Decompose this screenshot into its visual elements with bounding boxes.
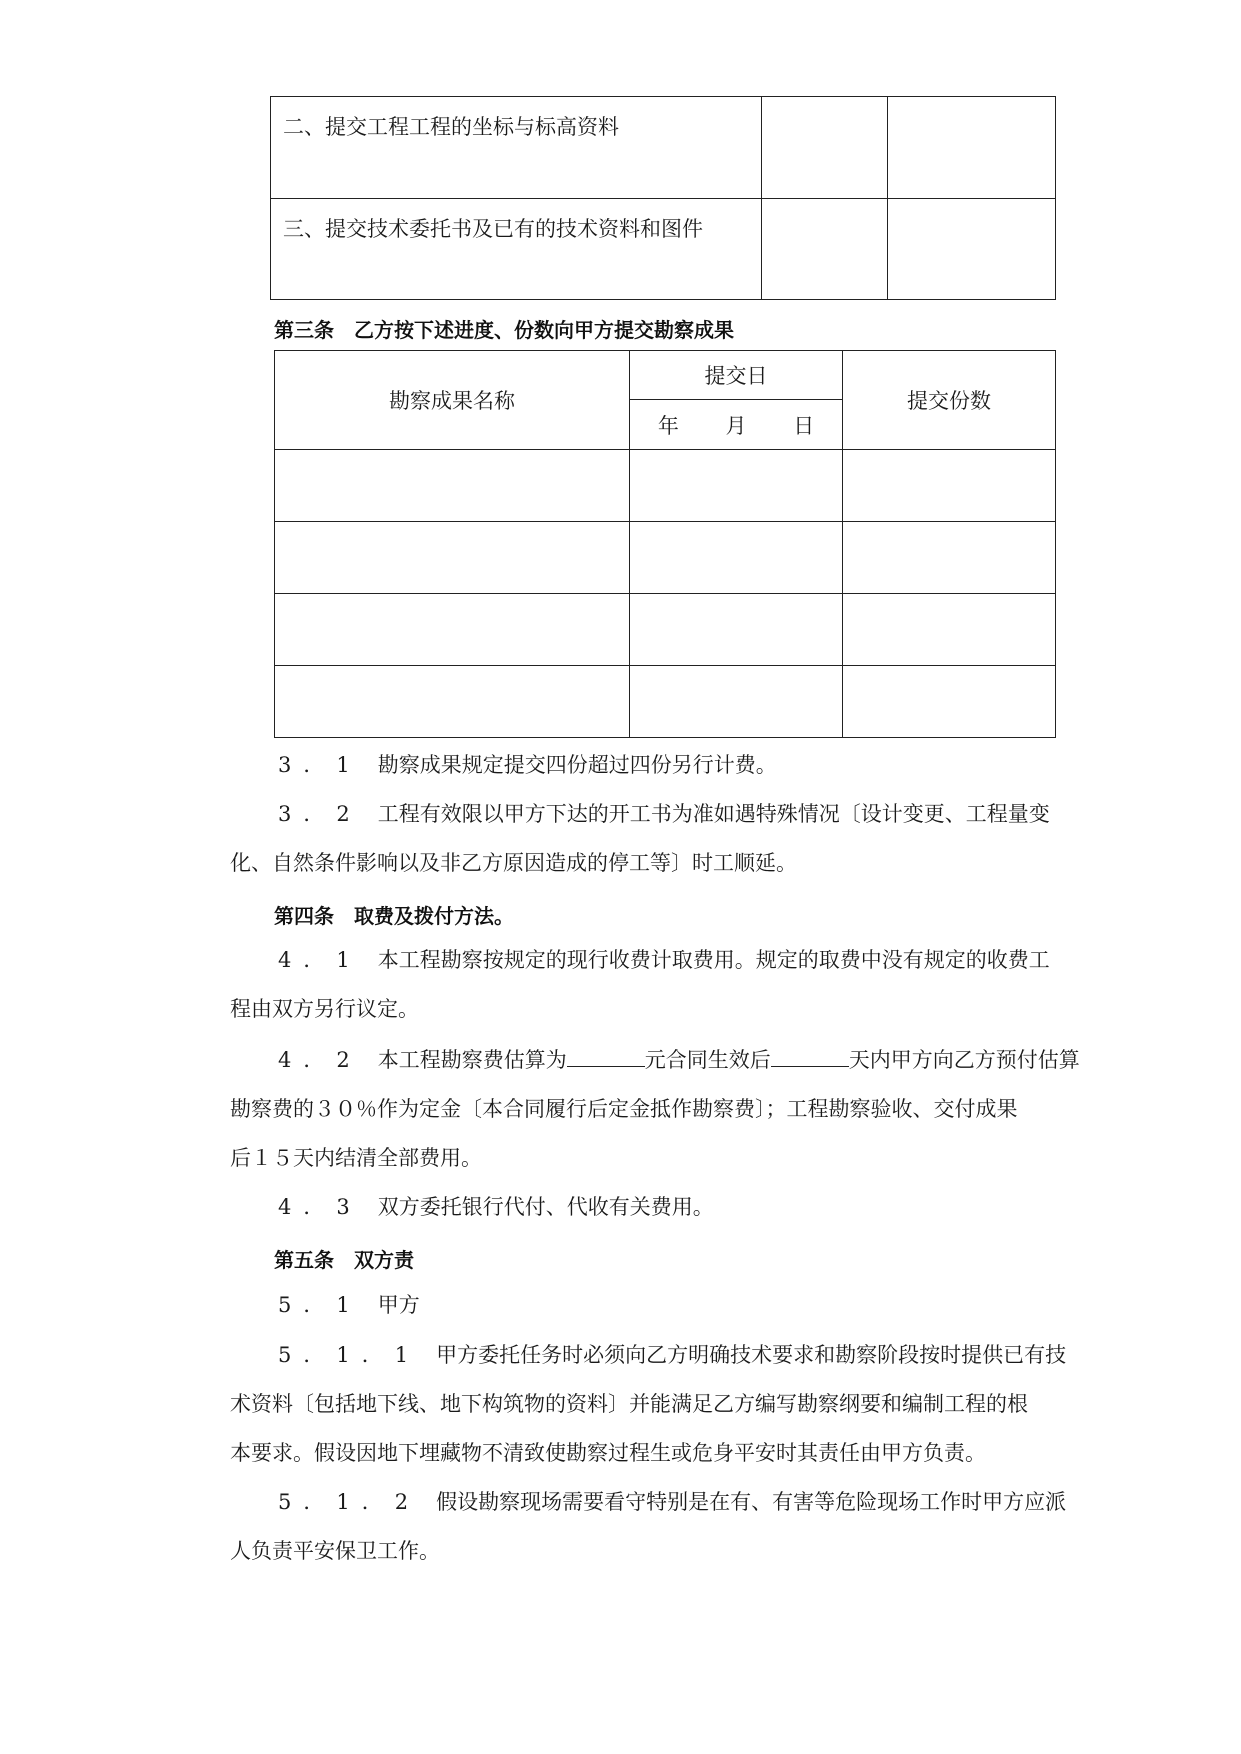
clause-number: 4．3 — [278, 1195, 362, 1219]
clause-4-2-line3: 后１５天内结清全部费用。 — [230, 1146, 482, 1170]
table-row — [271, 97, 1056, 199]
clause-number: 5．1．2 — [278, 1490, 421, 1514]
table-row — [275, 666, 1056, 738]
table-cell-item: 二、提交工程工程的坐标与标高资料 — [271, 97, 762, 199]
clause-text-b: 元合同生效后 — [644, 1048, 771, 1072]
col-header-date: 提交日 — [630, 351, 843, 400]
clause-5-1-2 — [278, 1477, 1066, 1527]
clause-text: 工程有效限以甲方下达的开工书为准如遇特殊情况〔设计变更、工程量变 — [377, 802, 1050, 826]
table-cell-blank — [630, 594, 843, 666]
clause-text-a: 本工程勘察费估算为 — [377, 1048, 567, 1072]
clause-5-1-2-line2: 人负责平安保卫工作。 — [230, 1539, 440, 1563]
table-header-row — [275, 351, 1056, 400]
clause-number: 3．2 — [278, 802, 362, 826]
day-label: 日 — [793, 413, 815, 438]
clause-number: 4．2 — [278, 1048, 362, 1072]
col-header-copies: 提交份数 — [843, 351, 1056, 450]
table-cell-blank — [843, 666, 1056, 738]
clause-text: 双方委托银行代付、代收有关费用。 — [377, 1195, 714, 1219]
clause-4-2 — [278, 1035, 1080, 1085]
clause-text: 甲方 — [377, 1293, 420, 1317]
clause-4-2-line2: 勘察费的３０％作为定金〔本合同履行后定金抵作勘察费〕；工程勘察验收、交付成果 — [230, 1097, 1018, 1121]
deliverables-table — [274, 350, 1056, 738]
clause-text-c: 天内甲方向乙方预付估算 — [848, 1048, 1080, 1072]
clause-number: 4．1 — [278, 948, 362, 972]
table-cell-blank — [630, 450, 843, 522]
clause-5-1-1-line2: 术资料〔包括地下线、地下构筑物的资料〕并能满足乙方编写勘察纲要和编制工程的根 — [230, 1392, 1028, 1416]
clause-4-1-line2: 程由双方另行议定。 — [230, 997, 419, 1021]
clause-3-2-line2: 化、自然条件影响以及非乙方原因造成的停工等〕时工顺延。 — [230, 851, 797, 875]
clause-text: 假设勘察现场需要看守特别是在有、有害等危险现场工作时甲方应派 — [436, 1490, 1067, 1514]
table-row — [271, 199, 1056, 300]
clause-number: 3．1 — [278, 753, 362, 777]
table-cell-item: 三、提交技术委托书及已有的技术资料和图件 — [271, 199, 762, 300]
clause-4-3 — [278, 1182, 714, 1232]
table-cell-blank — [275, 522, 630, 594]
article3-heading: 第三条 乙方按下述进度、份数向甲方提交勘察成果 — [274, 318, 734, 342]
year-label: 年 — [657, 413, 679, 438]
clause-text: 甲方委托任务时必须向乙方明确技术要求和勘察阶段按时提供已有技 — [436, 1343, 1067, 1367]
table-cell-blank — [630, 666, 843, 738]
table-row — [275, 450, 1056, 522]
article4-heading: 第四条 取费及拨付方法。 — [274, 904, 514, 928]
clause-5-1-1 — [278, 1330, 1066, 1380]
table-cell-blank — [275, 594, 630, 666]
table-cell-blank — [275, 666, 630, 738]
requirements-table — [270, 96, 1056, 300]
days-blank[interactable] — [771, 1046, 849, 1067]
clause-3-1 — [278, 740, 777, 790]
clause-4-1 — [278, 935, 1050, 985]
table-cell-blank — [275, 450, 630, 522]
clause-text: 勘察成果规定提交四份超过四份另行计费。 — [377, 753, 777, 777]
clause-text: 本工程勘察按规定的现行收费计取费用。规定的取费中没有规定的收费工 — [377, 948, 1050, 972]
col-header-name: 勘察成果名称 — [275, 351, 630, 450]
table-cell-blank — [843, 450, 1056, 522]
clause-3-2 — [278, 789, 1050, 839]
table-row — [275, 594, 1056, 666]
table-row — [275, 522, 1056, 594]
table-cell-blank — [888, 199, 1056, 300]
month-label: 月 — [725, 413, 747, 438]
clause-number: 5．1．1 — [278, 1343, 421, 1367]
table-cell-blank — [888, 97, 1056, 199]
clause-5-1 — [278, 1280, 420, 1330]
article5-heading: 第五条 双方责 — [274, 1248, 414, 1272]
table-cell-blank — [761, 199, 888, 300]
table-cell-blank — [843, 594, 1056, 666]
col-subheader-ymd — [630, 400, 843, 450]
fee-amount-blank[interactable] — [567, 1046, 645, 1067]
clause-5-1-1-line3: 本要求。假设因地下埋藏物不清致使勘察过程生或危身平安时其责任由甲方负责。 — [230, 1441, 986, 1465]
table-cell-blank — [761, 97, 888, 199]
clause-number: 5．1 — [278, 1293, 362, 1317]
table-cell-blank — [843, 522, 1056, 594]
table-cell-blank — [630, 522, 843, 594]
